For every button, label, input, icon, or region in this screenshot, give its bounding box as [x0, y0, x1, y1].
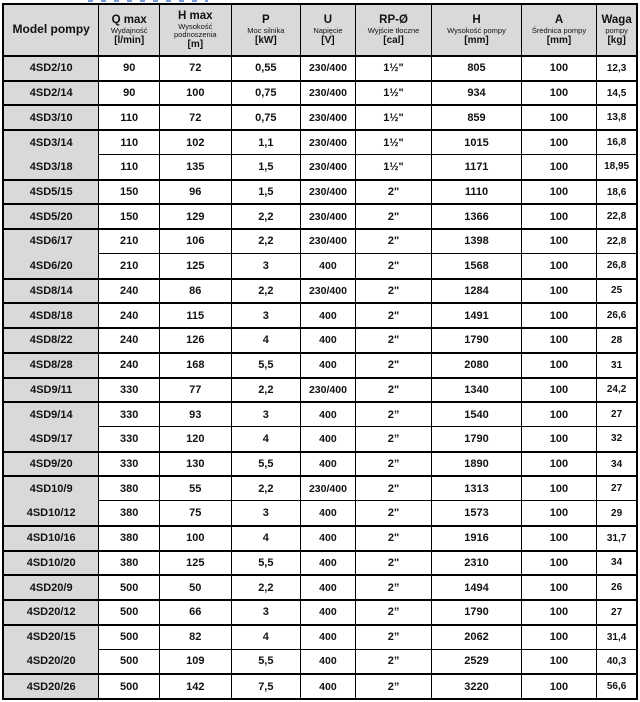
- value-cell: 2”: [355, 649, 432, 674]
- value-cell: 2”: [355, 401, 432, 426]
- value-cell: 7,5: [231, 673, 301, 698]
- value-cell: 100: [521, 624, 597, 649]
- value-cell: 400: [300, 302, 355, 327]
- value-cell: 4: [231, 525, 301, 550]
- value-cell: 40,3: [596, 649, 636, 674]
- value-cell: 2”: [355, 673, 432, 698]
- header-unit: [kW]: [255, 34, 277, 46]
- value-cell: 125: [159, 253, 231, 278]
- value-cell: 1366: [431, 203, 520, 228]
- value-cell: 400: [300, 599, 355, 624]
- value-cell: 230/400: [300, 228, 355, 253]
- value-cell: 100: [521, 500, 597, 525]
- value-cell: 100: [521, 327, 597, 352]
- value-cell: 230/400: [300, 377, 355, 402]
- header-title: Q max: [111, 14, 147, 27]
- value-cell: 380: [98, 525, 159, 550]
- model-cell: 4SD8/22: [4, 327, 98, 352]
- value-cell: 1540: [431, 401, 520, 426]
- model-cell: 4SD9/20: [4, 451, 98, 476]
- value-cell: 34: [596, 451, 636, 476]
- model-cell: 4SD6/17: [4, 228, 98, 253]
- clipped-text-artifact: [88, 0, 208, 2]
- value-cell: 2062: [431, 624, 520, 649]
- value-cell: 5,5: [231, 649, 301, 674]
- value-cell: 100: [521, 649, 597, 674]
- pump-spec-table: [2, 3, 638, 700]
- column-header-pump-diameter: [521, 5, 597, 55]
- value-cell: 100: [521, 377, 597, 402]
- value-cell: 56,6: [596, 673, 636, 698]
- value-cell: 26: [596, 574, 636, 599]
- value-cell: 1284: [431, 278, 520, 303]
- value-cell: 1568: [431, 253, 520, 278]
- value-cell: 27: [596, 401, 636, 426]
- column-header-outlet: [355, 5, 432, 55]
- header-subtitle: Wydajność: [110, 25, 148, 35]
- value-cell: 93: [159, 401, 231, 426]
- model-cell: 4SD20/26: [4, 673, 98, 698]
- value-cell: 2,2: [231, 278, 301, 303]
- header-unit: [m]: [187, 38, 204, 50]
- value-cell: 240: [98, 278, 159, 303]
- value-cell: 3: [231, 401, 301, 426]
- value-cell: 2": [355, 203, 432, 228]
- value-cell: 100: [521, 253, 597, 278]
- value-cell: 230/400: [300, 278, 355, 303]
- value-cell: 2”: [355, 451, 432, 476]
- model-cell: 4SD3/18: [4, 154, 98, 179]
- header-subtitle: Wysokość pompy: [447, 25, 506, 35]
- value-cell: 400: [300, 327, 355, 352]
- value-cell: 100: [159, 525, 231, 550]
- value-cell: 210: [98, 228, 159, 253]
- value-cell: 100: [521, 401, 597, 426]
- value-cell: 5,5: [231, 352, 301, 377]
- value-cell: 1890: [431, 451, 520, 476]
- value-cell: 100: [521, 673, 597, 698]
- value-cell: 4: [231, 624, 301, 649]
- value-cell: 230/400: [300, 129, 355, 154]
- value-cell: 100: [521, 525, 597, 550]
- column-header-qmax: [98, 5, 159, 55]
- value-cell: 100: [521, 55, 597, 80]
- model-cell: 4SD10/12: [4, 500, 98, 525]
- value-cell: 66: [159, 599, 231, 624]
- value-cell: 1½": [355, 104, 432, 129]
- value-cell: 500: [98, 649, 159, 674]
- header-unit: [mm]: [464, 34, 489, 46]
- model-cell: 4SD20/15: [4, 624, 98, 649]
- value-cell: 230/400: [300, 55, 355, 80]
- value-cell: 100: [521, 599, 597, 624]
- header-unit: [l/min]: [114, 34, 145, 46]
- value-cell: 1790: [431, 426, 520, 451]
- value-cell: 86: [159, 278, 231, 303]
- value-cell: 110: [98, 154, 159, 179]
- model-cell: 4SD8/14: [4, 278, 98, 303]
- value-cell: 32: [596, 426, 636, 451]
- value-cell: 100: [521, 574, 597, 599]
- value-cell: 29: [596, 500, 636, 525]
- value-cell: 109: [159, 649, 231, 674]
- value-cell: 859: [431, 104, 520, 129]
- value-cell: 0,75: [231, 104, 301, 129]
- value-cell: 110: [98, 104, 159, 129]
- header-title: Waga: [601, 14, 632, 27]
- value-cell: 1313: [431, 475, 520, 500]
- value-cell: 1494: [431, 574, 520, 599]
- value-cell: 2,2: [231, 377, 301, 402]
- value-cell: 2”: [355, 599, 432, 624]
- value-cell: 110: [98, 129, 159, 154]
- value-cell: 400: [300, 426, 355, 451]
- value-cell: 934: [431, 80, 520, 105]
- header-title: H: [472, 14, 481, 27]
- value-cell: 400: [300, 624, 355, 649]
- value-cell: 2080: [431, 352, 520, 377]
- value-cell: 1,1: [231, 129, 301, 154]
- value-cell: 100: [521, 80, 597, 105]
- value-cell: 150: [98, 179, 159, 204]
- value-cell: 12,3: [596, 55, 636, 80]
- value-cell: 230/400: [300, 104, 355, 129]
- value-cell: 130: [159, 451, 231, 476]
- value-cell: 2,2: [231, 475, 301, 500]
- header-title: P: [262, 14, 270, 27]
- value-cell: 230/400: [300, 154, 355, 179]
- value-cell: 240: [98, 327, 159, 352]
- model-cell: 4SD3/14: [4, 129, 98, 154]
- value-cell: 1790: [431, 599, 520, 624]
- value-cell: 126: [159, 327, 231, 352]
- value-cell: 24,2: [596, 377, 636, 402]
- header-title: U: [323, 14, 333, 27]
- column-header-model: Model pompy: [4, 5, 98, 55]
- value-cell: 13,8: [596, 104, 636, 129]
- value-cell: 100: [521, 451, 597, 476]
- model-cell: 4SD6/20: [4, 253, 98, 278]
- value-cell: 26,6: [596, 302, 636, 327]
- column-header-weight: [596, 5, 636, 55]
- value-cell: 168: [159, 352, 231, 377]
- value-cell: 27: [596, 475, 636, 500]
- value-cell: 100: [521, 302, 597, 327]
- column-header-voltage: [300, 5, 355, 55]
- value-cell: 805: [431, 55, 520, 80]
- value-cell: 400: [300, 253, 355, 278]
- model-cell: 4SD9/14: [4, 401, 98, 426]
- model-cell: 4SD9/11: [4, 377, 98, 402]
- value-cell: 3: [231, 253, 301, 278]
- value-cell: 230/400: [300, 475, 355, 500]
- value-cell: 2310: [431, 550, 520, 575]
- model-cell: 4SD9/17: [4, 426, 98, 451]
- value-cell: 2": [355, 377, 432, 402]
- value-cell: 100: [159, 80, 231, 105]
- value-cell: 500: [98, 599, 159, 624]
- value-cell: 2”: [355, 574, 432, 599]
- value-cell: 102: [159, 129, 231, 154]
- value-cell: 5,5: [231, 451, 301, 476]
- value-cell: 100: [521, 475, 597, 500]
- value-cell: 1,5: [231, 154, 301, 179]
- value-cell: 1110: [431, 179, 520, 204]
- value-cell: 2": [355, 500, 432, 525]
- header-subtitle: pompy: [605, 25, 628, 35]
- value-cell: 1790: [431, 327, 520, 352]
- header-subtitle: Wyjście tłoczne: [367, 25, 420, 35]
- value-cell: 1½": [355, 80, 432, 105]
- value-cell: 100: [521, 129, 597, 154]
- value-cell: 31,7: [596, 525, 636, 550]
- value-cell: 380: [98, 550, 159, 575]
- value-cell: 100: [521, 550, 597, 575]
- value-cell: 500: [98, 624, 159, 649]
- value-cell: 55: [159, 475, 231, 500]
- model-cell: 4SD10/9: [4, 475, 98, 500]
- value-cell: 4: [231, 426, 301, 451]
- value-cell: 27: [596, 599, 636, 624]
- value-cell: 2”: [355, 624, 432, 649]
- value-cell: 1½": [355, 129, 432, 154]
- value-cell: 230/400: [300, 179, 355, 204]
- value-cell: 115: [159, 302, 231, 327]
- value-cell: 1573: [431, 500, 520, 525]
- model-cell: 4SD10/16: [4, 525, 98, 550]
- model-cell: 4SD2/10: [4, 55, 98, 80]
- value-cell: 4: [231, 327, 301, 352]
- value-cell: 0,75: [231, 80, 301, 105]
- value-cell: 230/400: [300, 203, 355, 228]
- value-cell: 31,4: [596, 624, 636, 649]
- value-cell: 2,2: [231, 203, 301, 228]
- value-cell: 3220: [431, 673, 520, 698]
- model-cell: 4SD20/9: [4, 574, 98, 599]
- value-cell: 1340: [431, 377, 520, 402]
- value-cell: 25: [596, 278, 636, 303]
- value-cell: 400: [300, 574, 355, 599]
- value-cell: 90: [98, 80, 159, 105]
- value-cell: 2": [355, 327, 432, 352]
- value-cell: 125: [159, 550, 231, 575]
- value-cell: 100: [521, 228, 597, 253]
- value-cell: 129: [159, 203, 231, 228]
- value-cell: 77: [159, 377, 231, 402]
- value-cell: 135: [159, 154, 231, 179]
- value-cell: 1015: [431, 129, 520, 154]
- value-cell: 34: [596, 550, 636, 575]
- value-cell: 28: [596, 327, 636, 352]
- model-cell: 4SD5/20: [4, 203, 98, 228]
- value-cell: 22,8: [596, 203, 636, 228]
- model-cell: 4SD20/12: [4, 599, 98, 624]
- value-cell: 400: [300, 525, 355, 550]
- value-cell: 1,5: [231, 179, 301, 204]
- value-cell: 75: [159, 500, 231, 525]
- column-header-hmax: [159, 5, 231, 55]
- value-cell: 400: [300, 673, 355, 698]
- value-cell: 26,8: [596, 253, 636, 278]
- value-cell: 0,55: [231, 55, 301, 80]
- header-subtitle: Napięcie: [313, 25, 343, 35]
- value-cell: 400: [300, 352, 355, 377]
- value-cell: 2": [355, 550, 432, 575]
- value-cell: 100: [521, 179, 597, 204]
- value-cell: 100: [521, 104, 597, 129]
- value-cell: 2529: [431, 649, 520, 674]
- value-cell: 210: [98, 253, 159, 278]
- value-cell: 106: [159, 228, 231, 253]
- value-cell: 400: [300, 451, 355, 476]
- model-cell: 4SD8/18: [4, 302, 98, 327]
- value-cell: 2": [355, 179, 432, 204]
- value-cell: 100: [521, 352, 597, 377]
- value-cell: 2": [355, 228, 432, 253]
- value-cell: 100: [521, 203, 597, 228]
- value-cell: 380: [98, 475, 159, 500]
- value-cell: 150: [98, 203, 159, 228]
- value-cell: 500: [98, 574, 159, 599]
- value-cell: 120: [159, 426, 231, 451]
- value-cell: 2": [355, 525, 432, 550]
- value-cell: 1½": [355, 55, 432, 80]
- model-cell: 4SD8/28: [4, 352, 98, 377]
- value-cell: 400: [300, 649, 355, 674]
- value-cell: 400: [300, 500, 355, 525]
- value-cell: 1171: [431, 154, 520, 179]
- value-cell: 100: [521, 154, 597, 179]
- header-title: A: [554, 14, 564, 27]
- value-cell: 96: [159, 179, 231, 204]
- value-cell: 3: [231, 599, 301, 624]
- value-cell: 82: [159, 624, 231, 649]
- value-cell: 1916: [431, 525, 520, 550]
- value-cell: 380: [98, 500, 159, 525]
- value-cell: 2": [355, 253, 432, 278]
- value-cell: 5,5: [231, 550, 301, 575]
- header-unit: [V]: [321, 34, 335, 46]
- column-header-pump-height: [431, 5, 520, 55]
- header-title: H max: [178, 10, 213, 23]
- model-cell: 4SD20/20: [4, 649, 98, 674]
- value-cell: 2,2: [231, 574, 301, 599]
- value-cell: 50: [159, 574, 231, 599]
- value-cell: 100: [521, 278, 597, 303]
- value-cell: 330: [98, 401, 159, 426]
- value-cell: 240: [98, 302, 159, 327]
- value-cell: 500: [98, 673, 159, 698]
- value-cell: 330: [98, 377, 159, 402]
- header-unit: [kg]: [607, 34, 626, 46]
- value-cell: 2”: [355, 426, 432, 451]
- value-cell: 22,8: [596, 228, 636, 253]
- header-subtitle: Moc silnika: [247, 25, 285, 35]
- value-cell: 2,2: [231, 228, 301, 253]
- value-cell: 2": [355, 352, 432, 377]
- value-cell: 100: [521, 426, 597, 451]
- model-cell: 4SD5/15: [4, 179, 98, 204]
- header-title: RP-Ø: [379, 14, 408, 27]
- value-cell: 3: [231, 500, 301, 525]
- value-cell: 3: [231, 302, 301, 327]
- value-cell: 330: [98, 426, 159, 451]
- value-cell: 400: [300, 550, 355, 575]
- value-cell: 90: [98, 55, 159, 80]
- header-subtitle: Średnica pompy: [531, 25, 587, 35]
- value-cell: 230/400: [300, 80, 355, 105]
- value-cell: 31: [596, 352, 636, 377]
- value-cell: 400: [300, 401, 355, 426]
- value-cell: 14,5: [596, 80, 636, 105]
- value-cell: 72: [159, 104, 231, 129]
- header-subtitle: Wysokość podnoszenia: [174, 21, 217, 39]
- value-cell: 18,6: [596, 179, 636, 204]
- value-cell: 18,95: [596, 154, 636, 179]
- header-unit: [cal]: [383, 34, 404, 46]
- value-cell: 2": [355, 475, 432, 500]
- header-unit: [mm]: [546, 34, 572, 46]
- value-cell: 2": [355, 278, 432, 303]
- value-cell: 1491: [431, 302, 520, 327]
- value-cell: 142: [159, 673, 231, 698]
- model-cell: 4SD10/20: [4, 550, 98, 575]
- column-header-power: [231, 5, 301, 55]
- value-cell: 1½": [355, 154, 432, 179]
- value-cell: 2": [355, 302, 432, 327]
- value-cell: 1398: [431, 228, 520, 253]
- value-cell: 16,8: [596, 129, 636, 154]
- model-cell: 4SD2/14: [4, 80, 98, 105]
- value-cell: 240: [98, 352, 159, 377]
- model-cell: 4SD3/10: [4, 104, 98, 129]
- value-cell: 72: [159, 55, 231, 80]
- value-cell: 330: [98, 451, 159, 476]
